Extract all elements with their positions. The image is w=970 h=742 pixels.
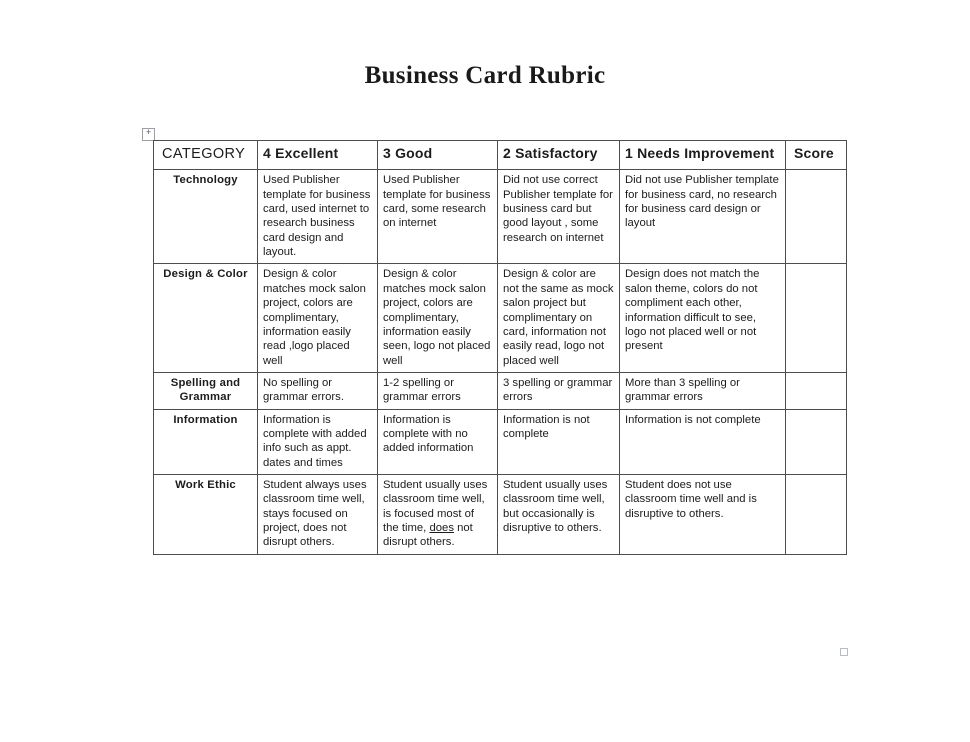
table-header-row [154, 141, 847, 170]
cell-technology-needs-improvement: Did not use Publisher template for business card, no research for business card design or layout [620, 170, 786, 264]
cell-spelling-satisfactory: 3 spelling or grammar errors [498, 372, 620, 409]
cell-work-ethic-excellent: Student always uses classroom time well, stays focused on project, does not disrupt others. [258, 474, 378, 554]
cell-information-satisfactory: Information is not complete [498, 409, 620, 474]
cell-spelling-needs-improvement: More than 3 spelling or grammar errors [620, 372, 786, 409]
cell-technology-good: Used Publisher template for business card, some research on internet [378, 170, 498, 264]
cell-design-score[interactable] [786, 264, 847, 372]
cell-design-good: Design & color matches mock salon project, colors are complimentary, information easily seen, logo not placed well [378, 264, 498, 372]
rubric-table [153, 140, 847, 555]
work-ethic-good-underlined: does [429, 521, 454, 534]
header-level-label: Satisfactory [515, 145, 598, 161]
table-resize-handle[interactable] [840, 648, 848, 656]
row-category-design-color: Design & Color [154, 264, 258, 372]
cell-spelling-excellent: No spelling or grammar errors. [258, 372, 378, 409]
table-row [154, 170, 847, 264]
cell-information-good: Information is complete with no added information [378, 409, 498, 474]
cell-work-ethic-score[interactable] [786, 474, 847, 554]
header-level-number: 3 [383, 145, 391, 161]
table-row [154, 372, 847, 409]
header-level-number: 1 [625, 145, 633, 161]
column-header-excellent [258, 141, 378, 170]
column-header-score: Score [786, 141, 847, 170]
column-header-needs-improvement [620, 141, 786, 170]
cell-information-score[interactable] [786, 409, 847, 474]
cell-design-satisfactory: Design & color are not the same as mock salon project but complimentary on card, information not easily read, logo not placed well [498, 264, 620, 372]
column-header-good [378, 141, 498, 170]
row-category-work-ethic: Work Ethic [154, 474, 258, 554]
column-header-category: CATEGORY [154, 141, 258, 170]
cell-work-ethic-satisfactory: Student usually uses classroom time well, but occasionally is disruptive to others. [498, 474, 620, 554]
cell-design-needs-improvement: Design does not match the salon theme, colors do not compliment each other, information difficult to see, logo not placed well or not present [620, 264, 786, 372]
cell-information-excellent: Information is complete with added info such as appt. dates and times [258, 409, 378, 474]
cell-information-needs-improvement: Information is not complete [620, 409, 786, 474]
header-level-number: 4 [263, 145, 271, 161]
table-row [154, 474, 847, 554]
cell-work-ethic-good [378, 474, 498, 554]
cell-design-excellent: Design & color matches mock salon project, colors are complimentary, information easily read ,logo placed well [258, 264, 378, 372]
table-row [154, 409, 847, 474]
row-category-spelling-grammar: Spelling and Grammar [154, 372, 258, 409]
cell-work-ethic-needs-improvement: Student does not use classroom time well and is disruptive to others. [620, 474, 786, 554]
row-category-information: Information [154, 409, 258, 474]
header-level-label: Good [395, 145, 433, 161]
work-ethic-good-part1: Student usually uses classroom time well, is focused most of the time, [383, 478, 488, 534]
cell-technology-excellent: Used Publisher template for business card, used internet to research business card design and layout. [258, 170, 378, 264]
cell-technology-score[interactable] [786, 170, 847, 264]
table-row [154, 264, 847, 372]
cell-technology-satisfactory: Did not use correct Publisher template for business card but good layout , some research on internet [498, 170, 620, 264]
header-level-label: Excellent [275, 145, 339, 161]
cell-spelling-score[interactable] [786, 372, 847, 409]
header-level-number: 2 [503, 145, 511, 161]
cell-spelling-good: 1-2 spelling or grammar errors [378, 372, 498, 409]
column-header-satisfactory [498, 141, 620, 170]
row-category-technology: Technology [154, 170, 258, 264]
page-title: Business Card Rubric [364, 62, 606, 89]
header-level-label: Needs Improvement [637, 145, 775, 161]
work-ethic-good-part3: not disrupt others. [383, 521, 473, 549]
